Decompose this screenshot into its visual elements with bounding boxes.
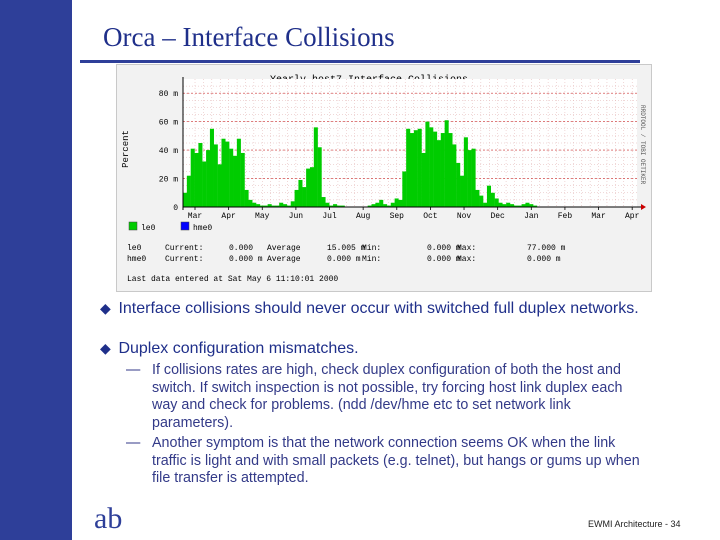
subpoint-line: Another symptom is that the network connection seems OK when the link <box>152 435 616 451</box>
le0-area-bar <box>229 149 233 207</box>
le0-area-bar <box>483 203 487 207</box>
le0-area-bar <box>395 198 399 207</box>
le0-area-bar <box>191 149 195 207</box>
dash-marker: — <box>126 435 141 451</box>
le0-area-bar <box>291 201 295 207</box>
le0-area-bar <box>202 161 206 207</box>
le0-area-bar <box>195 153 199 207</box>
y-tick-label: 40 m <box>158 147 178 157</box>
le0-area-bar <box>318 147 322 207</box>
le0-area-bar <box>375 203 379 207</box>
le0-area-bar <box>241 153 245 207</box>
le0-area-bar <box>298 180 302 207</box>
le0-area-bar <box>414 130 418 207</box>
diamond-bullet-icon: ◆ <box>100 300 111 316</box>
subpoint-2 <box>126 435 706 489</box>
le0-area-bar <box>456 163 460 207</box>
x-tick-label: Oct <box>423 212 438 221</box>
left-accent-bar <box>0 0 72 540</box>
le0-area-bar <box>464 137 468 207</box>
le0-area-bar <box>472 149 476 207</box>
le0-area-bar <box>198 143 202 207</box>
le0-area-bar <box>248 200 252 207</box>
title-divider <box>80 60 640 63</box>
stats-row-name: hme0 <box>127 255 147 264</box>
x-tick-label: Feb <box>557 212 573 221</box>
stats-header: Average <box>267 255 301 264</box>
le0-area-bar <box>279 203 283 207</box>
stats-value: 0.000 m <box>427 244 461 253</box>
le0-area-bar <box>295 190 299 207</box>
subpoint-line: parameters). <box>152 414 234 431</box>
stats-value: 77.000 m <box>527 244 566 253</box>
stats-value: 0.000 m <box>229 255 263 264</box>
le0-area-bar <box>422 153 426 207</box>
last-entry-text: Last data entered at Sat May 6 11:10:01 2000 <box>127 275 339 284</box>
legend-label: le0 <box>141 224 156 233</box>
le0-area-bar <box>448 133 452 207</box>
le0-area-bar <box>495 198 499 207</box>
x-tick-label: Nov <box>456 212 472 221</box>
x-tick-label: Apr <box>221 212 236 221</box>
le0-area-bar <box>237 139 241 207</box>
le0-area-bar <box>314 127 318 207</box>
stats-row-name: le0 <box>127 244 142 253</box>
x-tick-label: Aug <box>355 212 371 221</box>
y-tick-label: 80 m <box>158 90 178 100</box>
dash-marker: — <box>126 362 141 378</box>
bullet-collisions <box>100 300 639 318</box>
stats-header: Max: <box>457 244 477 253</box>
stats-header: Max: <box>457 255 477 264</box>
le0-area-bar <box>302 187 306 207</box>
legend-label: hme0 <box>193 224 213 233</box>
le0-area-bar <box>210 129 214 207</box>
y-tick-label: 20 m <box>158 175 178 185</box>
stats-header: Min: <box>362 244 382 253</box>
le0-area-bar <box>460 176 464 207</box>
le0-area-bar <box>379 200 383 207</box>
x-tick-label: Mar <box>187 212 203 221</box>
le0-area-bar <box>206 150 210 207</box>
chart-ylabel: Percent <box>121 130 131 168</box>
le0-area-bar <box>218 164 222 207</box>
bullet-text: Duplex configuration mismatches. <box>118 340 359 357</box>
le0-area-bar <box>225 142 229 207</box>
stats-header: Min: <box>362 255 382 264</box>
stats-header: Current: <box>165 255 204 264</box>
x-tick-label: Apr <box>624 212 640 221</box>
le0-area-bar <box>498 203 502 207</box>
le0-area-bar <box>310 167 314 207</box>
le0-area-bar <box>325 203 329 207</box>
le0-area-bar <box>491 193 495 207</box>
le0-area-bar <box>525 203 529 207</box>
le0-area-bar <box>221 139 225 207</box>
le0-area-bar <box>433 132 437 207</box>
y-tick-label: 60 m <box>158 118 178 128</box>
legend-swatch <box>181 222 189 230</box>
footer-page-label: EWMI Architecture - 34 <box>588 519 681 529</box>
x-tick-label: Mar <box>591 212 606 221</box>
le0-area-bar <box>445 120 449 207</box>
subpoint-1 <box>126 362 706 434</box>
le0-area-bar <box>441 133 445 207</box>
le0-area-bar <box>425 122 429 207</box>
subpoint-line: switch. If switch inspection is not possible, try forcing host link duplex each <box>152 379 623 396</box>
le0-area-bar <box>252 203 256 207</box>
x-tick-label: Sep <box>389 212 404 221</box>
stats-value: 0.000 m <box>327 255 361 264</box>
slide-title: Orca – Interface Collisions <box>103 22 395 52</box>
x-tick-label: Dec <box>490 212 505 221</box>
le0-area-bar <box>452 144 456 207</box>
collisions-chart <box>116 64 652 292</box>
le0-area-bar <box>306 169 310 207</box>
subpoint-line: way and check for problems. (ndd /dev/hme etc to set network link <box>152 397 571 413</box>
x-axis-arrow-icon <box>641 204 646 210</box>
bullet-duplex <box>100 340 359 358</box>
le0-area-bar <box>398 200 402 207</box>
subpoint-line: traffic is light and with small packets (e.g. telnet), but hangs or gums up when <box>152 452 640 469</box>
le0-area-bar <box>429 127 433 207</box>
chart-side-credit: RRDTOOL / TOBI OETIKER <box>639 105 646 185</box>
x-tick-label: Jan <box>524 212 539 221</box>
le0-area-bar <box>402 171 406 207</box>
logo: ab <box>94 502 123 535</box>
le0-area-bar <box>187 176 191 207</box>
le0-area-bar <box>418 129 422 207</box>
le0-area-bar <box>487 186 491 207</box>
le0-area-bar <box>406 129 410 207</box>
stats-value: 0.000 m <box>527 255 561 264</box>
le0-area-bar <box>322 197 326 207</box>
le0-area-bar <box>437 140 441 207</box>
y-tick-label: 0 <box>173 204 178 213</box>
stats-header: Average <box>267 244 301 253</box>
le0-area-bar <box>468 150 472 207</box>
le0-area-bar <box>479 196 483 207</box>
subpoint-line: file transfer is attempted. <box>152 470 309 486</box>
le0-area-bar <box>410 133 414 207</box>
subpoint-line: If collisions rates are high, check duplex configuration of both the host and <box>152 362 621 378</box>
legend-swatch <box>129 222 137 230</box>
collisions-chart-svg <box>117 65 651 291</box>
stats-value: 15.005 m <box>327 244 366 253</box>
stats-value: 0.000 <box>229 244 254 253</box>
bullet-text: Interface collisions should never occur with switched full duplex networks. <box>118 300 639 317</box>
le0-area-bar <box>233 156 237 207</box>
le0-area-bar <box>214 144 218 207</box>
diamond-bullet-icon: ◆ <box>100 340 111 356</box>
le0-area-bar <box>183 193 187 207</box>
stats-value: 0.000 m <box>427 255 461 264</box>
stats-header: Current: <box>165 244 204 253</box>
x-tick-label: May <box>255 212 270 221</box>
x-tick-label: Jun <box>288 212 304 221</box>
le0-area-bar <box>245 190 249 207</box>
x-tick-label: Jul <box>322 212 337 221</box>
le0-area-bar <box>475 190 479 207</box>
le0-area-bar <box>506 203 510 207</box>
le0-area-bar <box>391 203 395 207</box>
